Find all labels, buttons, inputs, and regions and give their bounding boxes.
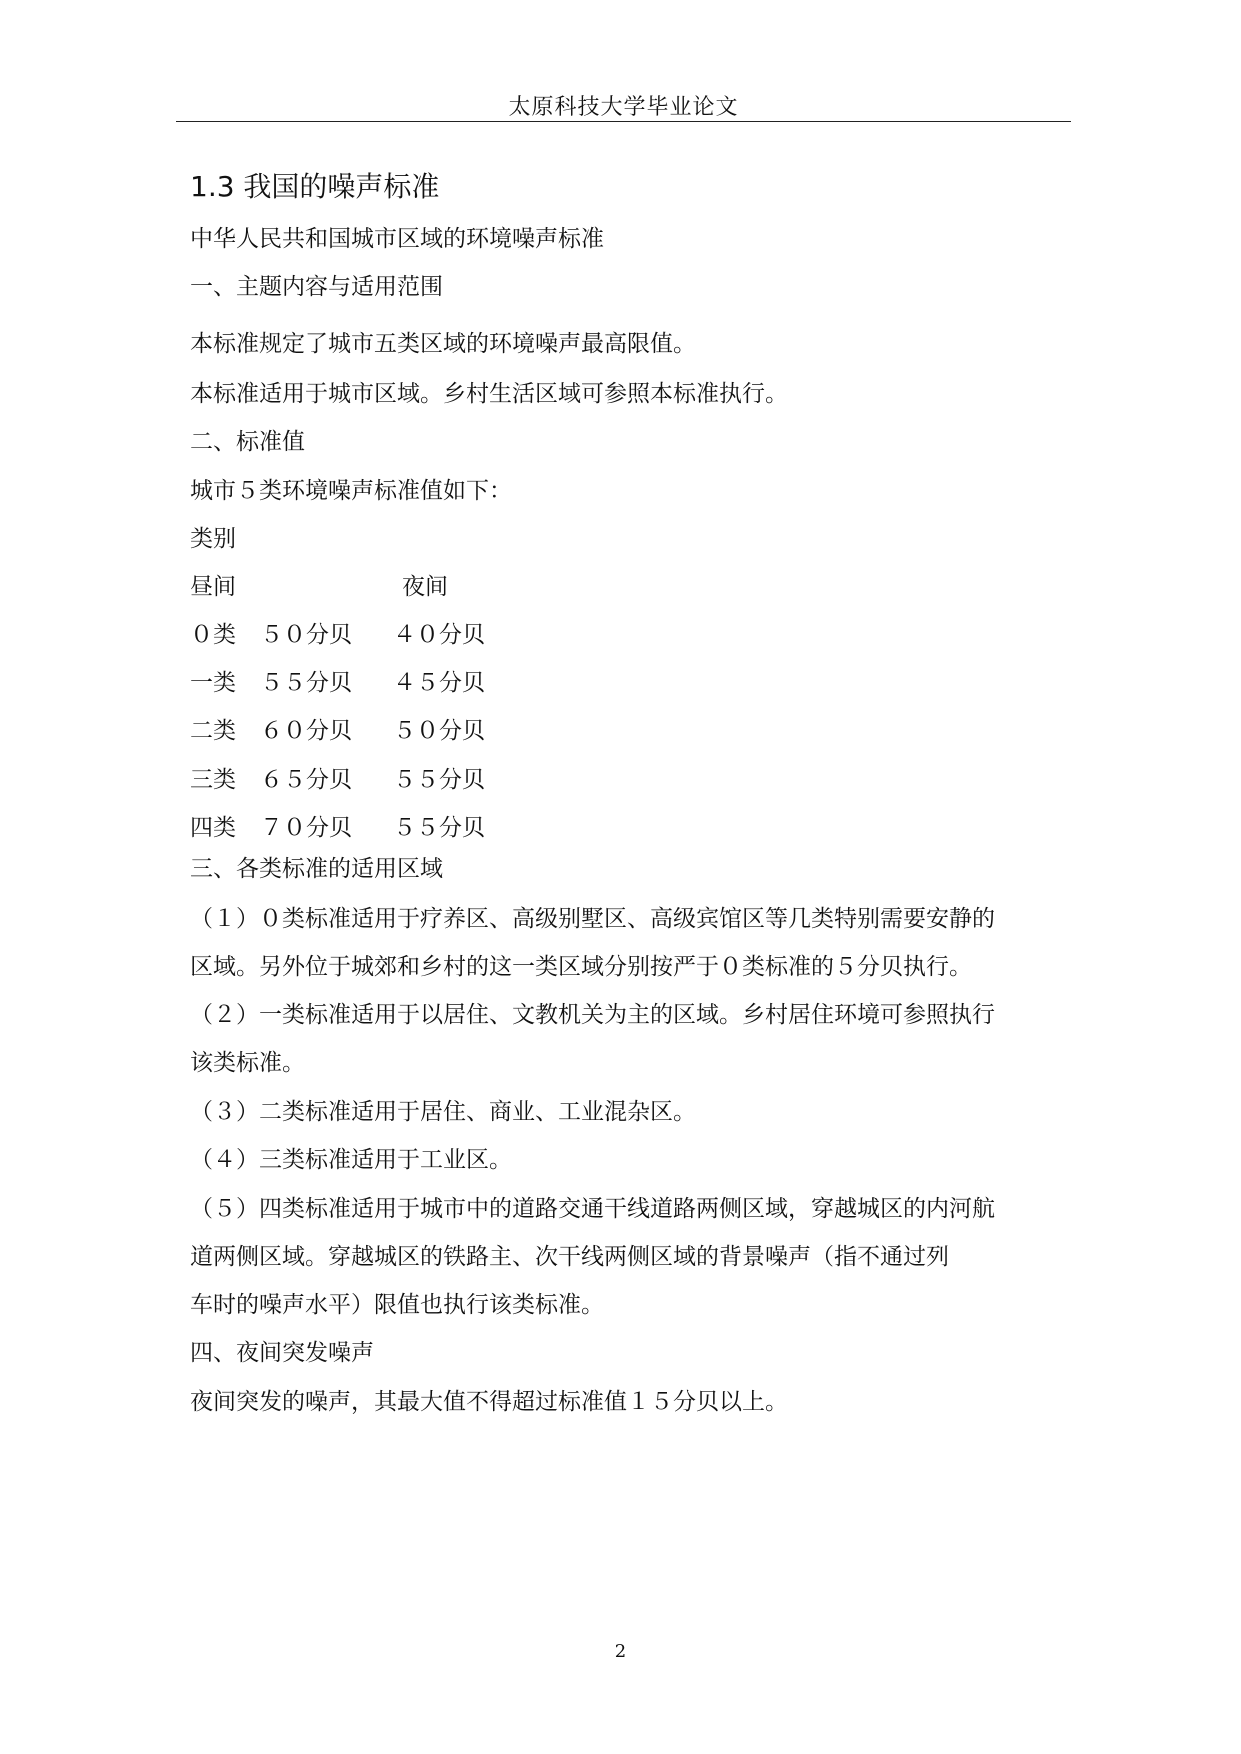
heading-values: 二、标准值 xyxy=(190,429,305,455)
page-header: 太原科技大学毕业论文 xyxy=(508,95,739,120)
table-cell-category: ０类 xyxy=(190,622,236,648)
table-header-day: 昼间 xyxy=(190,574,236,600)
paragraph-class0-line1: （１）０类标准适用于疗养区、高级别墅区、高级宾馆区等几类特别需要安静的 xyxy=(190,906,995,932)
table-cell-night: ５５分贝 xyxy=(393,767,485,793)
heading-night-noise: 四、夜间突发噪声 xyxy=(190,1340,374,1366)
paragraph-scope-1: 本标准规定了城市五类区域的环境噪声最高限值。 xyxy=(190,331,696,357)
paragraph-class4-line2: 道两侧区域。穿越城区的铁路主、次干线两侧区域的背景噪声（指不通过列 xyxy=(190,1244,949,1270)
paragraph-night-noise: 夜间突发的噪声，其最大值不得超过标准值１５分贝以上。 xyxy=(190,1389,788,1415)
paragraph-class1-line1: （２）一类标准适用于以居住、文教机关为主的区域。乡村居住环境可参照执行 xyxy=(190,1002,995,1028)
paragraph-class4-line1: （５）四类标准适用于城市中的道路交通干线道路两侧区域，穿越城区的内河航 xyxy=(190,1196,995,1222)
table-header-night: 夜间 xyxy=(402,574,448,600)
table-cell-night: ５５分贝 xyxy=(393,815,485,841)
table-cell-category: 一类 xyxy=(190,670,236,696)
header-rule xyxy=(176,121,1071,122)
table-cell-day: ５５分贝 xyxy=(260,670,352,696)
paragraph-class3: （４）三类标准适用于工业区。 xyxy=(190,1147,512,1173)
paragraph-class2: （３）二类标准适用于居住、商业、工业混杂区。 xyxy=(190,1099,696,1125)
paragraph-class1-line2: 该类标准。 xyxy=(190,1050,305,1076)
table-cell-night: ４０分贝 xyxy=(393,622,485,648)
table-row xyxy=(190,622,790,650)
paragraph-scope-2: 本标准适用于城市区域。乡村生活区域可参照本标准执行。 xyxy=(190,381,788,407)
table-row xyxy=(190,767,790,795)
table-cell-day: ７０分贝 xyxy=(260,815,352,841)
paragraph-class4-line3: 车时的噪声水平）限值也执行该类标准。 xyxy=(190,1292,604,1318)
table-cell-night: ４５分贝 xyxy=(393,670,485,696)
heading-applicable-areas: 三、各类标准的适用区域 xyxy=(190,856,443,882)
table-cell-day: ６０分贝 xyxy=(260,718,352,744)
table-cell-category: 二类 xyxy=(190,718,236,744)
standard-title: 中华人民共和国城市区域的环境噪声标准 xyxy=(190,226,604,252)
table-row xyxy=(190,718,790,746)
table-cell-night: ５０分贝 xyxy=(393,718,485,744)
table-row xyxy=(190,670,790,698)
paragraph-values-intro: 城市５类环境噪声标准值如下： xyxy=(190,478,512,504)
page-number: 2 xyxy=(614,1641,627,1662)
heading-scope: 一、主题内容与适用范围 xyxy=(190,274,443,300)
paragraph-class0-line2: 区域。另外位于城郊和乡村的这一类区域分别按严于０类标准的５分贝执行。 xyxy=(190,954,972,980)
table-cell-category: 四类 xyxy=(190,815,236,841)
table-row xyxy=(190,815,790,843)
section-title: 1.3 我国的噪声标准 xyxy=(190,170,440,203)
table-cell-day: ６５分贝 xyxy=(260,767,352,793)
table-cell-day: ５０分贝 xyxy=(260,622,352,648)
table-cell-category: 三类 xyxy=(190,767,236,793)
table-category-label: 类别 xyxy=(190,526,236,552)
